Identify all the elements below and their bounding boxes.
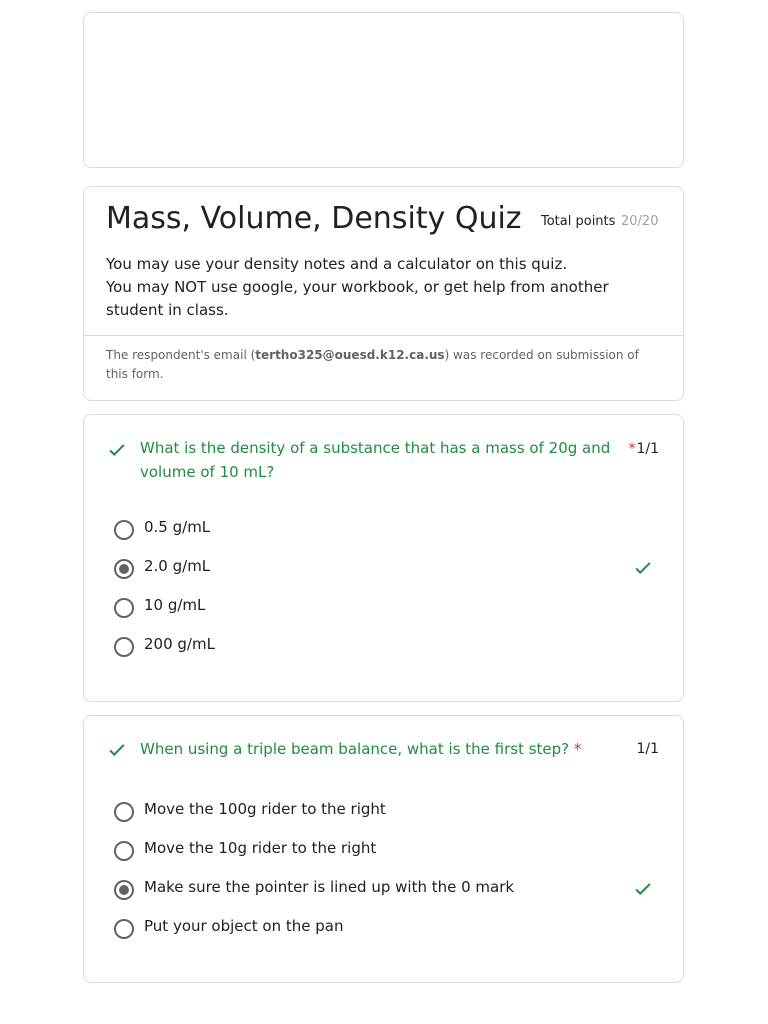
option-radio-row[interactable] [114, 914, 659, 944]
option-label: Put your object on the pan [144, 917, 344, 935]
option-radio-row[interactable] [114, 632, 659, 662]
question-card-2 [83, 715, 684, 983]
option-radio-row[interactable] [114, 515, 659, 545]
question-2-points: 1/1 [636, 741, 659, 757]
question-text [140, 737, 610, 761]
radio-button-checked[interactable] [114, 880, 134, 900]
option-label: 200 g/mL [144, 635, 215, 653]
required-asterisk: * [569, 740, 582, 758]
correct-check-icon [632, 878, 654, 900]
option-label: 2.0 g/mL [144, 557, 211, 575]
question-1-text: What is the density of a substance that has a mass of 20g and volume of 10 mL? [140, 439, 611, 481]
radio-button-checked[interactable] [114, 559, 134, 579]
header-divider [84, 335, 683, 336]
option-label: Move the 10g rider to the right [144, 839, 377, 857]
total-points-value: 20/20 [621, 214, 659, 229]
radio-button[interactable] [114, 919, 134, 939]
radio-button[interactable] [114, 802, 134, 822]
check-icon [106, 739, 128, 761]
radio-button[interactable] [114, 598, 134, 618]
form-header-card [83, 186, 684, 401]
question-points [628, 441, 659, 457]
option-radio-row[interactable] [114, 797, 659, 827]
option-label: 0.5 g/mL [144, 518, 211, 536]
option-radio-row[interactable] [114, 836, 659, 866]
question-1-points: 1/1 [636, 441, 659, 457]
option-label: Move the 100g rider to the right [144, 800, 386, 818]
total-points-label: Total points [541, 214, 616, 229]
option-radio-row-selected[interactable] [114, 554, 659, 584]
option-label: Make sure the pointer is lined up with the 0 mark [144, 878, 515, 896]
form-banner [83, 12, 684, 168]
option-radio-row[interactable] [114, 593, 659, 623]
radio-button[interactable] [114, 841, 134, 861]
required-asterisk: * [628, 441, 636, 457]
question-points [636, 741, 659, 757]
description-line-2: You may NOT use google, your workbook, or get help from another student in class. [106, 278, 609, 319]
radio-button[interactable] [114, 520, 134, 540]
form-description [106, 253, 646, 322]
check-icon [106, 439, 128, 461]
correct-check-icon [632, 557, 654, 579]
question-card-1 [83, 414, 684, 702]
option-radio-row-selected[interactable] [114, 875, 659, 905]
radio-button[interactable] [114, 637, 134, 657]
form-title: Mass, Volume, Density Quiz [106, 201, 522, 236]
question-2-text: When using a triple beam balance, what is the first step? [140, 740, 570, 758]
question-text [140, 436, 620, 484]
description-line-1: You may use your density notes and a calculator on this quiz. [106, 255, 568, 273]
email-note-suffix: ) was recorded on submission of this form. [106, 348, 639, 381]
respondent-email: tertho325@ouesd.k12.ca.us [255, 348, 445, 362]
email-recorded-note [106, 346, 661, 384]
email-note-prefix: The respondent's email ( [106, 348, 256, 362]
option-label: 10 g/mL [144, 596, 206, 614]
